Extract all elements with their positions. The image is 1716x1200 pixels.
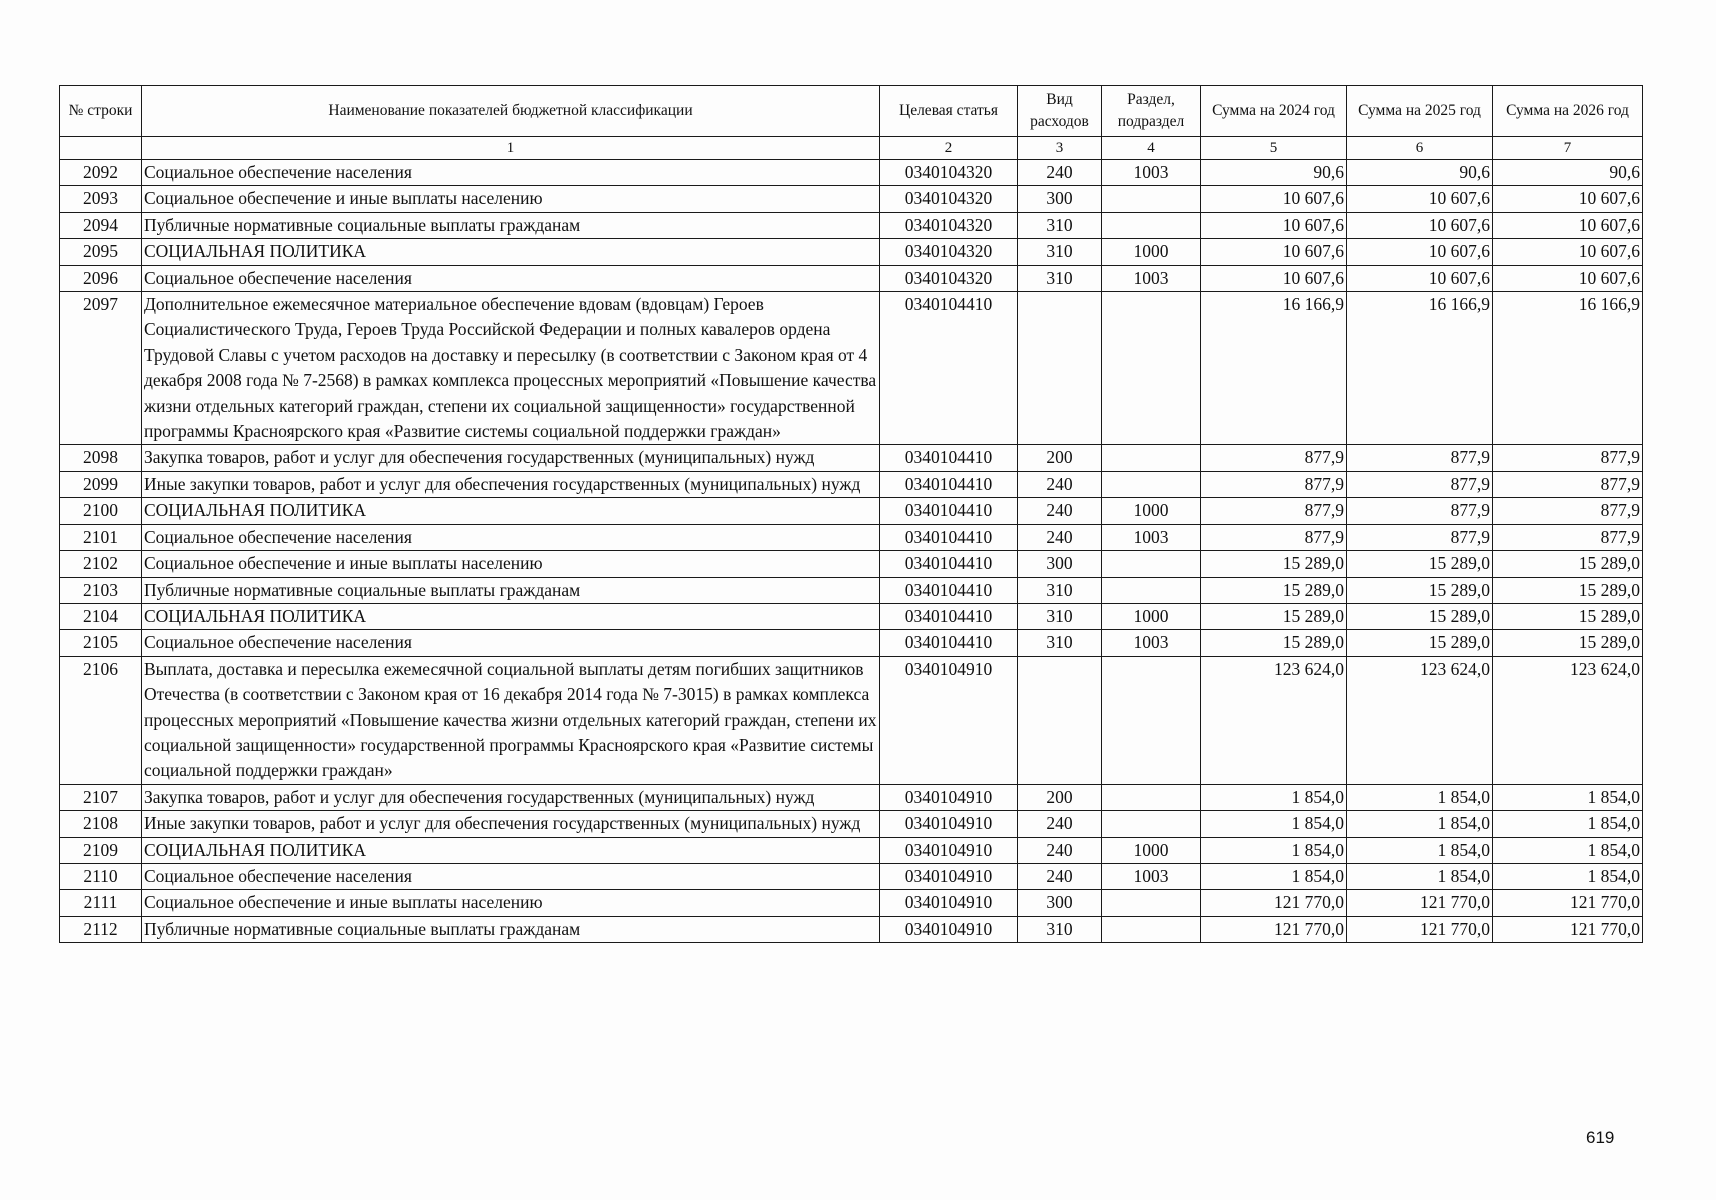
row-sum-2024: 1 854,0 <box>1201 784 1347 810</box>
row-expense-type: 240 <box>1018 160 1102 186</box>
row-sum-2024: 10 607,6 <box>1201 239 1347 265</box>
row-target-article: 0340104410 <box>880 471 1018 497</box>
row-sum-2024: 123 624,0 <box>1201 656 1347 784</box>
column-number: 5 <box>1201 137 1347 160</box>
row-sum-2024: 121 770,0 <box>1201 916 1347 942</box>
table-row <box>60 784 1643 810</box>
table-row <box>60 239 1643 265</box>
row-sum-2026: 10 607,6 <box>1493 212 1643 238</box>
row-name: Социальное обеспечение населения <box>142 630 880 656</box>
row-section <box>1102 471 1201 497</box>
row-expense-type: 240 <box>1018 811 1102 837</box>
row-name: Социальное обеспечение населения <box>142 524 880 550</box>
row-target-article: 0340104910 <box>880 863 1018 889</box>
row-name: Социальное обеспечение населения <box>142 863 880 889</box>
row-section: 1000 <box>1102 603 1201 629</box>
row-sum-2024: 10 607,6 <box>1201 186 1347 212</box>
row-target-article: 0340104410 <box>880 292 1018 445</box>
row-number: 2097 <box>60 292 142 445</box>
row-expense-type: 300 <box>1018 186 1102 212</box>
row-section <box>1102 212 1201 238</box>
row-name: Публичные нормативные социальные выплаты гражданам <box>142 577 880 603</box>
row-name: Иные закупки товаров, работ и услуг для обеспечения государственных (муниципальных) нужд <box>142 811 880 837</box>
row-number: 2105 <box>60 630 142 656</box>
row-sum-2025: 877,9 <box>1347 498 1493 524</box>
row-expense-type: 240 <box>1018 498 1102 524</box>
table-row <box>60 471 1643 497</box>
row-name: Публичные нормативные социальные выплаты гражданам <box>142 212 880 238</box>
row-target-article: 0340104320 <box>880 265 1018 291</box>
row-number: 2096 <box>60 265 142 291</box>
row-sum-2025: 15 289,0 <box>1347 630 1493 656</box>
row-sum-2024: 1 854,0 <box>1201 837 1347 863</box>
table-row <box>60 186 1643 212</box>
row-target-article: 0340104410 <box>880 498 1018 524</box>
row-name: Выплата, доставка и пересылка ежемесячной социальной выплаты детям погибших защитников Отечества (в соответствии с Законом края от 16 декабря 2014 года № 7-3015) в рамках комплекса процессных мероприятий «Повышение качества жизни отдельных категорий граждан, степени их социальной защищенности» государственной программы Красноярского края «Развитие системы социальной поддержки граждан» <box>142 656 880 784</box>
row-sum-2025: 877,9 <box>1347 524 1493 550</box>
row-section <box>1102 445 1201 471</box>
row-name: СОЦИАЛЬНАЯ ПОЛИТИКА <box>142 239 880 265</box>
header-sum-2024: Сумма на 2024 год <box>1201 86 1347 137</box>
row-name: Иные закупки товаров, работ и услуг для обеспечения государственных (муниципальных) нужд <box>142 471 880 497</box>
row-section <box>1102 186 1201 212</box>
row-sum-2026: 15 289,0 <box>1493 551 1643 577</box>
row-sum-2025: 10 607,6 <box>1347 212 1493 238</box>
table-row <box>60 916 1643 942</box>
row-target-article: 0340104910 <box>880 784 1018 810</box>
row-expense-type: 300 <box>1018 890 1102 916</box>
row-name: СОЦИАЛЬНАЯ ПОЛИТИКА <box>142 603 880 629</box>
column-number: 2 <box>880 137 1018 160</box>
row-number: 2108 <box>60 811 142 837</box>
row-target-article: 0340104910 <box>880 811 1018 837</box>
row-section <box>1102 784 1201 810</box>
header-expense-type: Вид расходов <box>1018 86 1102 137</box>
table-row <box>60 292 1643 445</box>
row-sum-2025: 10 607,6 <box>1347 239 1493 265</box>
row-section: 1003 <box>1102 863 1201 889</box>
row-name: Публичные нормативные социальные выплаты гражданам <box>142 916 880 942</box>
row-sum-2026: 1 854,0 <box>1493 837 1643 863</box>
row-name: Социальное обеспечение населения <box>142 265 880 291</box>
row-sum-2026: 1 854,0 <box>1493 863 1643 889</box>
row-number: 2101 <box>60 524 142 550</box>
row-name: Закупка товаров, работ и услуг для обеспечения государственных (муниципальных) нужд <box>142 445 880 471</box>
row-section <box>1102 551 1201 577</box>
row-target-article: 0340104910 <box>880 656 1018 784</box>
table-row <box>60 890 1643 916</box>
row-sum-2024: 16 166,9 <box>1201 292 1347 445</box>
table-row <box>60 630 1643 656</box>
row-number: 2110 <box>60 863 142 889</box>
row-sum-2026: 1 854,0 <box>1493 811 1643 837</box>
row-sum-2024: 15 289,0 <box>1201 603 1347 629</box>
row-target-article: 0340104320 <box>880 212 1018 238</box>
header-name: Наименование показателей бюджетной классификации <box>142 86 880 137</box>
row-number: 2107 <box>60 784 142 810</box>
column-number-row <box>60 137 1643 160</box>
row-name: Закупка товаров, работ и услуг для обеспечения государственных (муниципальных) нужд <box>142 784 880 810</box>
table-row <box>60 524 1643 550</box>
row-expense-type: 300 <box>1018 551 1102 577</box>
row-target-article: 0340104410 <box>880 524 1018 550</box>
row-sum-2025: 15 289,0 <box>1347 577 1493 603</box>
table-row <box>60 265 1643 291</box>
row-sum-2025: 1 854,0 <box>1347 837 1493 863</box>
row-sum-2025: 1 854,0 <box>1347 784 1493 810</box>
row-expense-type: 310 <box>1018 577 1102 603</box>
row-section <box>1102 292 1201 445</box>
row-target-article: 0340104910 <box>880 890 1018 916</box>
row-sum-2026: 121 770,0 <box>1493 916 1643 942</box>
row-number: 2106 <box>60 656 142 784</box>
header-sum-2026: Сумма на 2026 год <box>1493 86 1643 137</box>
row-target-article: 0340104410 <box>880 603 1018 629</box>
row-section <box>1102 916 1201 942</box>
row-sum-2025: 1 854,0 <box>1347 863 1493 889</box>
row-sum-2026: 10 607,6 <box>1493 265 1643 291</box>
row-section: 1003 <box>1102 524 1201 550</box>
row-expense-type: 200 <box>1018 784 1102 810</box>
row-sum-2025: 15 289,0 <box>1347 551 1493 577</box>
row-expense-type: 310 <box>1018 603 1102 629</box>
row-target-article: 0340104410 <box>880 577 1018 603</box>
table-row <box>60 811 1643 837</box>
row-sum-2024: 90,6 <box>1201 160 1347 186</box>
row-number: 2098 <box>60 445 142 471</box>
row-sum-2026: 16 166,9 <box>1493 292 1643 445</box>
header-target-article: Целевая статья <box>880 86 1018 137</box>
column-number: 4 <box>1102 137 1201 160</box>
row-sum-2024: 877,9 <box>1201 445 1347 471</box>
row-sum-2026: 90,6 <box>1493 160 1643 186</box>
table-row <box>60 577 1643 603</box>
row-expense-type: 310 <box>1018 265 1102 291</box>
row-name: Социальное обеспечение и иные выплаты населению <box>142 186 880 212</box>
row-target-article: 0340104910 <box>880 916 1018 942</box>
row-target-article: 0340104410 <box>880 445 1018 471</box>
row-sum-2024: 1 854,0 <box>1201 863 1347 889</box>
row-sum-2025: 90,6 <box>1347 160 1493 186</box>
row-section <box>1102 577 1201 603</box>
header-section: Раздел, подраздел <box>1102 86 1201 137</box>
row-number: 2104 <box>60 603 142 629</box>
row-name: Дополнительное ежемесячное материальное обеспечение вдовам (вдовцам) Героев Социалистического Труда, Героев Труда Российской Федерации и полных кавалеров ордена Трудовой Славы с учетом расходов на доставку и пересылку (в соответствии с Законом края от 4 декабря 2008 года № 7-2568) в рамках комплекса процессных мероприятий «Повышение качества жизни отдельных категорий граждан, степени их социальной защищенности» государственной программы Красноярского края «Развитие системы социальной поддержки граждан» <box>142 292 880 445</box>
row-sum-2024: 15 289,0 <box>1201 551 1347 577</box>
row-sum-2026: 15 289,0 <box>1493 603 1643 629</box>
table-row <box>60 837 1643 863</box>
row-section: 1000 <box>1102 837 1201 863</box>
row-sum-2025: 10 607,6 <box>1347 265 1493 291</box>
header-row-number: № строки <box>60 86 142 137</box>
row-sum-2024: 1 854,0 <box>1201 811 1347 837</box>
row-target-article: 0340104410 <box>880 630 1018 656</box>
row-sum-2026: 1 854,0 <box>1493 784 1643 810</box>
header-row <box>60 86 1643 137</box>
row-sum-2025: 121 770,0 <box>1347 890 1493 916</box>
row-expense-type: 240 <box>1018 471 1102 497</box>
row-number: 2095 <box>60 239 142 265</box>
row-sum-2024: 15 289,0 <box>1201 630 1347 656</box>
row-expense-type: 240 <box>1018 524 1102 550</box>
row-sum-2025: 123 624,0 <box>1347 656 1493 784</box>
row-sum-2026: 10 607,6 <box>1493 186 1643 212</box>
row-number: 2099 <box>60 471 142 497</box>
column-number: 7 <box>1493 137 1643 160</box>
row-section: 1003 <box>1102 160 1201 186</box>
row-sum-2026: 877,9 <box>1493 471 1643 497</box>
row-sum-2024: 10 607,6 <box>1201 265 1347 291</box>
row-expense-type <box>1018 292 1102 445</box>
column-number: 6 <box>1347 137 1493 160</box>
column-number <box>60 137 142 160</box>
row-sum-2025: 16 166,9 <box>1347 292 1493 445</box>
row-sum-2024: 10 607,6 <box>1201 212 1347 238</box>
table-row <box>60 603 1643 629</box>
table-row <box>60 551 1643 577</box>
row-expense-type: 240 <box>1018 863 1102 889</box>
table-body <box>60 160 1643 943</box>
row-expense-type: 310 <box>1018 630 1102 656</box>
row-target-article: 0340104410 <box>880 551 1018 577</box>
row-section <box>1102 890 1201 916</box>
row-sum-2025: 877,9 <box>1347 471 1493 497</box>
row-section: 1003 <box>1102 630 1201 656</box>
row-sum-2026: 121 770,0 <box>1493 890 1643 916</box>
row-section <box>1102 656 1201 784</box>
row-section: 1003 <box>1102 265 1201 291</box>
row-number: 2093 <box>60 186 142 212</box>
row-number: 2103 <box>60 577 142 603</box>
row-sum-2024: 15 289,0 <box>1201 577 1347 603</box>
row-number: 2112 <box>60 916 142 942</box>
row-sum-2024: 877,9 <box>1201 498 1347 524</box>
row-expense-type: 240 <box>1018 837 1102 863</box>
row-expense-type: 310 <box>1018 212 1102 238</box>
row-name: Социальное обеспечение и иные выплаты населению <box>142 890 880 916</box>
row-section <box>1102 811 1201 837</box>
row-sum-2026: 10 607,6 <box>1493 239 1643 265</box>
row-expense-type <box>1018 656 1102 784</box>
row-sum-2026: 15 289,0 <box>1493 630 1643 656</box>
column-number: 1 <box>142 137 880 160</box>
row-sum-2026: 877,9 <box>1493 498 1643 524</box>
row-name: СОЦИАЛЬНАЯ ПОЛИТИКА <box>142 498 880 524</box>
column-number: 3 <box>1018 137 1102 160</box>
table-row <box>60 656 1643 784</box>
table-header <box>60 86 1643 160</box>
row-sum-2025: 1 854,0 <box>1347 811 1493 837</box>
row-sum-2024: 121 770,0 <box>1201 890 1347 916</box>
row-number: 2102 <box>60 551 142 577</box>
row-target-article: 0340104910 <box>880 837 1018 863</box>
row-sum-2025: 121 770,0 <box>1347 916 1493 942</box>
row-name: Социальное обеспечение и иные выплаты населению <box>142 551 880 577</box>
row-number: 2094 <box>60 212 142 238</box>
row-section: 1000 <box>1102 239 1201 265</box>
table-row <box>60 445 1643 471</box>
header-sum-2025: Сумма на 2025 год <box>1347 86 1493 137</box>
row-sum-2025: 877,9 <box>1347 445 1493 471</box>
row-sum-2025: 10 607,6 <box>1347 186 1493 212</box>
page-number: 619 <box>1586 1128 1615 1147</box>
row-expense-type: 200 <box>1018 445 1102 471</box>
row-sum-2024: 877,9 <box>1201 471 1347 497</box>
table-row <box>60 863 1643 889</box>
row-sum-2026: 123 624,0 <box>1493 656 1643 784</box>
row-sum-2025: 15 289,0 <box>1347 603 1493 629</box>
row-sum-2026: 877,9 <box>1493 445 1643 471</box>
row-sum-2026: 877,9 <box>1493 524 1643 550</box>
table-row <box>60 212 1643 238</box>
row-number: 2111 <box>60 890 142 916</box>
row-target-article: 0340104320 <box>880 160 1018 186</box>
row-target-article: 0340104320 <box>880 239 1018 265</box>
row-expense-type: 310 <box>1018 916 1102 942</box>
table-row <box>60 160 1643 186</box>
row-section: 1000 <box>1102 498 1201 524</box>
row-sum-2024: 877,9 <box>1201 524 1347 550</box>
row-name: Социальное обеспечение населения <box>142 160 880 186</box>
budget-table <box>59 85 1643 943</box>
table-row <box>60 498 1643 524</box>
row-expense-type: 310 <box>1018 239 1102 265</box>
row-number: 2109 <box>60 837 142 863</box>
row-sum-2026: 15 289,0 <box>1493 577 1643 603</box>
row-target-article: 0340104320 <box>880 186 1018 212</box>
row-number: 2100 <box>60 498 142 524</box>
row-number: 2092 <box>60 160 142 186</box>
row-name: СОЦИАЛЬНАЯ ПОЛИТИКА <box>142 837 880 863</box>
